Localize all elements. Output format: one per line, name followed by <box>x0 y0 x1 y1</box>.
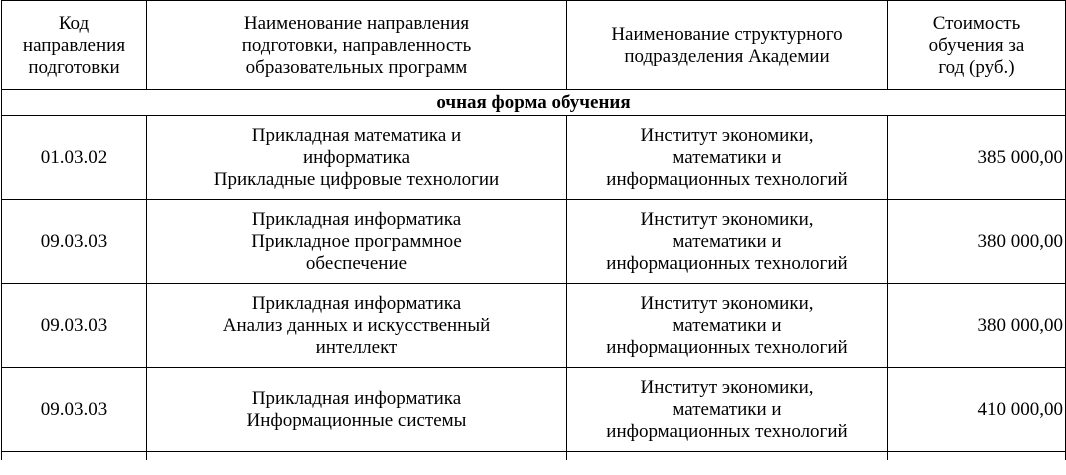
empty-cell <box>2 452 147 461</box>
table-row <box>2 116 1066 200</box>
tuition-cost: 410 000,00 <box>888 368 1066 452</box>
section-title: очная форма обучения <box>2 90 1066 116</box>
program-name: Прикладная информатика Анализ данных и искусственный интеллект <box>147 284 567 368</box>
program-code: 09.03.03 <box>2 368 147 452</box>
header-code: Код направления подготовки <box>2 1 147 90</box>
division-name: Институт экономики, математики и информационных технологий <box>567 284 888 368</box>
tuition-table <box>1 0 1066 460</box>
program-name: Прикладная математика и информатика Прикладные цифровые технологии <box>147 116 567 200</box>
table-row-cutoff <box>2 452 1066 461</box>
table-row <box>2 368 1066 452</box>
table-row <box>2 200 1066 284</box>
tuition-cost: 380 000,00 <box>888 284 1066 368</box>
program-code: 01.03.02 <box>2 116 147 200</box>
program-name: Прикладная информатика Прикладное программное обеспечение <box>147 200 567 284</box>
header-cost: Стоимость обучения за год (руб.) <box>888 1 1066 90</box>
program-code: 09.03.03 <box>2 284 147 368</box>
header-row <box>2 1 1066 90</box>
empty-cell <box>888 452 1066 461</box>
header-name: Наименование направления подготовки, направленность образовательных программ <box>147 1 567 90</box>
tuition-cost: 385 000,00 <box>888 116 1066 200</box>
division-name: Институт экономики, математики и информационных технологий <box>567 200 888 284</box>
division-name: Институт экономики, математики и информационных технологий <box>567 368 888 452</box>
empty-cell <box>147 452 567 461</box>
section-row <box>2 90 1066 116</box>
table-row <box>2 284 1066 368</box>
program-name: Прикладная информатика Информационные системы <box>147 368 567 452</box>
header-division: Наименование структурного подразделения Академии <box>567 1 888 90</box>
empty-cell <box>567 452 888 461</box>
program-code: 09.03.03 <box>2 200 147 284</box>
tuition-cost: 380 000,00 <box>888 200 1066 284</box>
division-name: Институт экономики, математики и информационных технологий <box>567 116 888 200</box>
